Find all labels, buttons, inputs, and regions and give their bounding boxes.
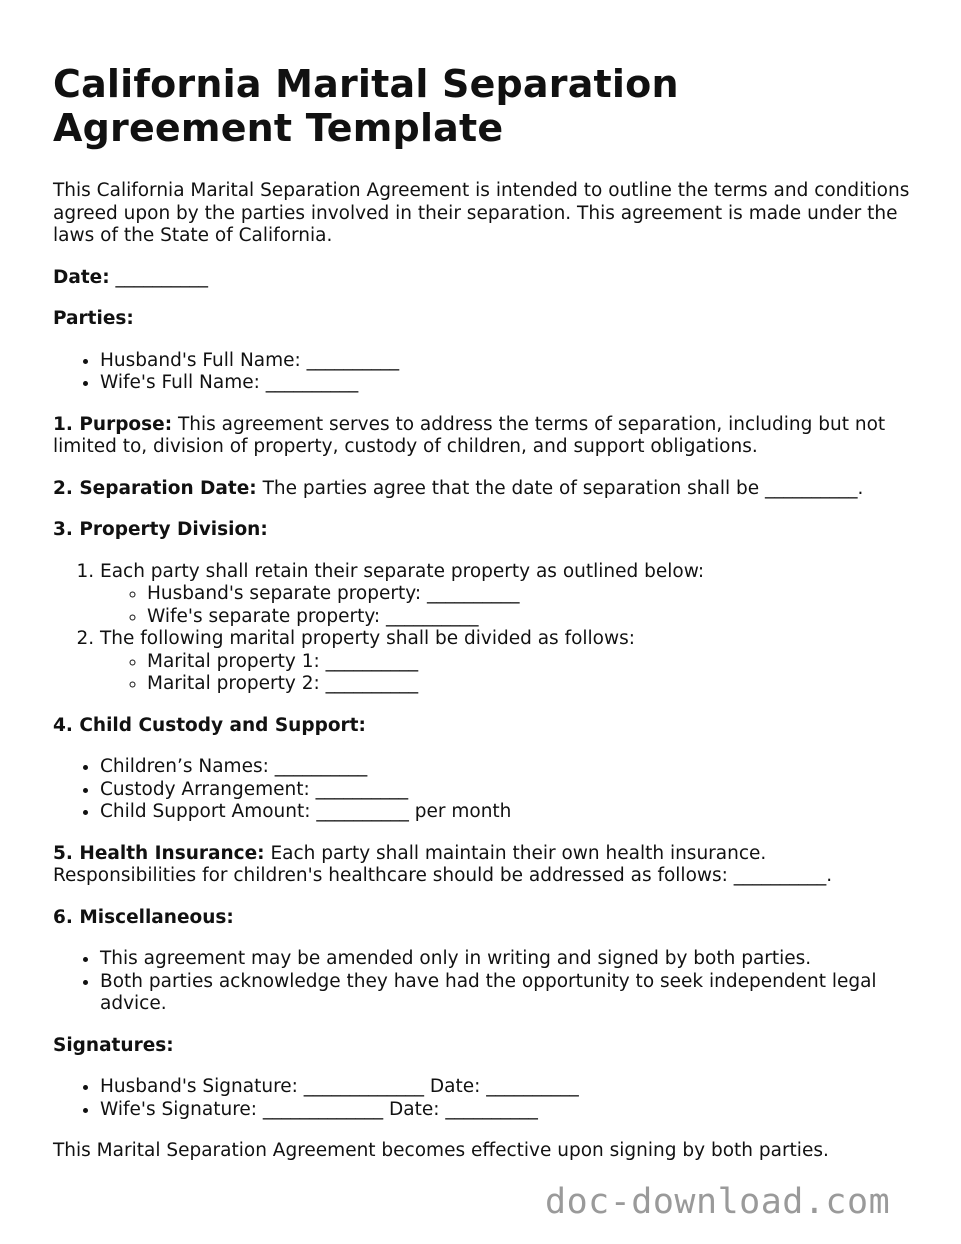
property-heading bbox=[53, 519, 913, 542]
separation-date-label: 2. Separation Date: bbox=[53, 477, 257, 499]
list-item: • Husband's Full Name: __________ bbox=[100, 350, 913, 373]
property-list bbox=[53, 561, 913, 696]
health-section bbox=[53, 843, 913, 888]
parties-heading-text: Parties: bbox=[53, 308, 134, 329]
list-item bbox=[100, 628, 913, 696]
separation-date-text: The parties agree that the date of separation shall be __________. bbox=[262, 477, 864, 499]
list-item bbox=[100, 561, 913, 629]
separation-date-section bbox=[53, 478, 913, 501]
parties-list bbox=[53, 350, 913, 395]
purpose-section bbox=[53, 414, 913, 459]
list-item-text: Each party shall retain their separate property as outlined below: bbox=[100, 560, 705, 582]
document-title: California Marital Separation Agreement Template bbox=[53, 62, 679, 150]
list-item: • Children’s Names: __________ bbox=[100, 756, 913, 779]
date-line bbox=[53, 267, 913, 290]
list-item: • Child Support Amount: __________ per month bbox=[100, 801, 913, 824]
health-text: Each party shall maintain their own health insurance. Responsibilities for children's healthcare should be addressed as follows: __________. bbox=[53, 842, 833, 886]
custody-heading-text: 4. Child Custody and Support: bbox=[53, 714, 366, 736]
sub-list-item: ◦ Wife's separate property: __________ bbox=[147, 606, 913, 629]
purpose-label: 1. Purpose: bbox=[53, 413, 173, 435]
list-item: • Custody Arrangement: __________ bbox=[100, 779, 913, 802]
custody-heading bbox=[53, 715, 913, 738]
date-label: Date: bbox=[53, 266, 110, 288]
watermark-text: doc-download.com bbox=[545, 1182, 891, 1222]
list-item-text: The following marital property shall be divided as follows: bbox=[100, 628, 636, 649]
signatures-list bbox=[53, 1076, 913, 1121]
health-label: 5. Health Insurance: bbox=[53, 842, 265, 864]
signatures-heading-text: Signatures: bbox=[53, 1034, 174, 1056]
list-item: • Both parties acknowledge they have had the opportunity to seek independent legal advice. bbox=[100, 971, 913, 1016]
misc-heading-text: 6. Miscellaneous: bbox=[53, 906, 234, 928]
closing-paragraph: This Marital Separation Agreement becomes effective upon signing by both parties. bbox=[53, 1140, 829, 1161]
intro-paragraph: This California Marital Separation Agreement is intended to outline the terms and conditions agreed upon by the parties involved in their separation. This agreement is made under the laws of the State of California. bbox=[53, 180, 910, 246]
parties-heading bbox=[53, 308, 913, 331]
list-item: • Husband's Signature: _____________ Date: __________ bbox=[100, 1076, 913, 1099]
sub-list bbox=[100, 651, 913, 696]
sub-list bbox=[100, 583, 913, 628]
sub-list-item: ◦ Husband's separate property: __________ bbox=[147, 583, 913, 606]
sub-list-item: ◦ Marital property 2: __________ bbox=[147, 673, 913, 696]
list-item: • Wife's Full Name: __________ bbox=[100, 372, 913, 395]
property-heading-text: 3. Property Division: bbox=[53, 519, 268, 540]
signatures-heading bbox=[53, 1035, 913, 1058]
misc-list bbox=[53, 948, 913, 1016]
misc-heading bbox=[53, 907, 913, 930]
document-page bbox=[53, 62, 913, 1182]
sub-list-item: ◦ Marital property 1: __________ bbox=[147, 651, 913, 674]
purpose-text: This agreement serves to address the terms of separation, including but not limited to, division of property, custody of children, and support obligations. bbox=[53, 413, 886, 457]
list-item: • Wife's Signature: _____________ Date: __________ bbox=[100, 1099, 913, 1122]
list-item: • This agreement may be amended only in writing and signed by both parties. bbox=[100, 948, 913, 971]
date-blank: __________ bbox=[115, 266, 209, 288]
custody-list bbox=[53, 756, 913, 824]
